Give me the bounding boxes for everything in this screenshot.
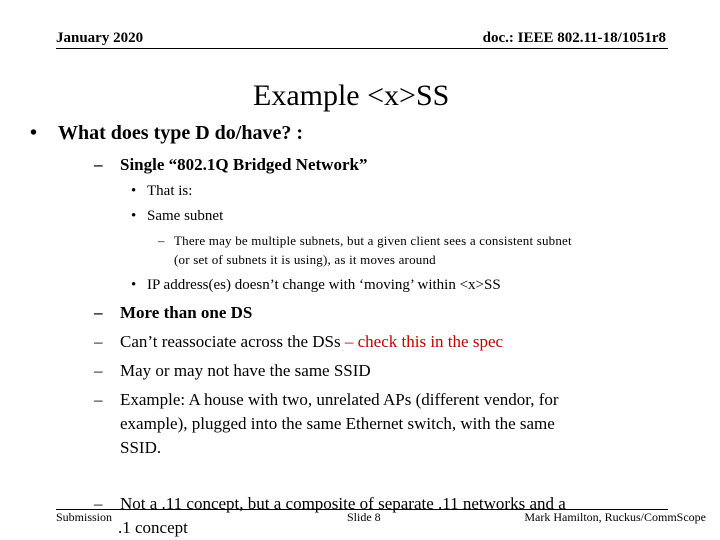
item-example-line1: Example: A house with two, unrelated APs (different vendor, for <box>120 390 559 409</box>
dash-marker: – <box>94 303 103 322</box>
footer-submission: Submission <box>56 510 113 524</box>
item-that-is: That is: <box>147 183 193 199</box>
check-spec-note: – check this in the spec <box>344 332 504 351</box>
header-date: January 2020 <box>56 30 144 46</box>
dash-marker: – <box>94 361 103 380</box>
dash-marker: – <box>94 390 103 409</box>
item-ip-address: IP address(es) doesn’t change with ‘moving’ within <x>SS <box>147 277 501 293</box>
item-not-11-concept-line1: Not a .11 concept, but a composite of separate .11 networks and a <box>120 494 566 513</box>
item-example-line3: SSID. <box>120 438 162 457</box>
cant-reassociate-text: Can’t reassociate across the DSs <box>120 332 345 351</box>
footer-slide-number: Slide 8 <box>347 510 381 524</box>
footer-author: Mark Hamilton, Ruckus/CommScope <box>524 510 706 524</box>
bullet-marker: • <box>30 122 38 144</box>
dash-marker: – <box>158 233 165 248</box>
dot-marker: • <box>131 277 137 293</box>
dash-marker: – <box>94 494 103 513</box>
dash-marker: – <box>94 332 103 351</box>
slide-title: Example <x>SS <box>253 79 450 112</box>
dot-marker: • <box>131 208 137 224</box>
item-multiple-subnets-line2: (or set of subnets it is using), as it moves around <box>174 252 436 267</box>
bullet-question: What does type D do/have? : <box>58 122 304 144</box>
item-multiple-subnets-line1: There may be multiple subnets, but a given client sees a consistent subnet <box>174 233 572 248</box>
item-same-subnet: Same subnet <box>147 208 224 224</box>
dot-marker: • <box>131 183 137 199</box>
item-cant-reassociate <box>120 332 503 352</box>
item-ssid: May or may not have the same SSID <box>120 361 371 380</box>
header-doc-id: doc.: IEEE 802.11-18/1051r8 <box>482 30 666 46</box>
item-not-11-concept-line2: .1 concept <box>118 518 188 537</box>
header-divider <box>56 48 668 49</box>
dash-marker: – <box>94 155 103 174</box>
item-more-than-one-ds: More than one DS <box>120 303 253 322</box>
item-single-network: Single “802.1Q Bridged Network” <box>120 155 368 174</box>
item-example-line2: example), plugged into the same Ethernet switch, with the same <box>120 414 555 433</box>
